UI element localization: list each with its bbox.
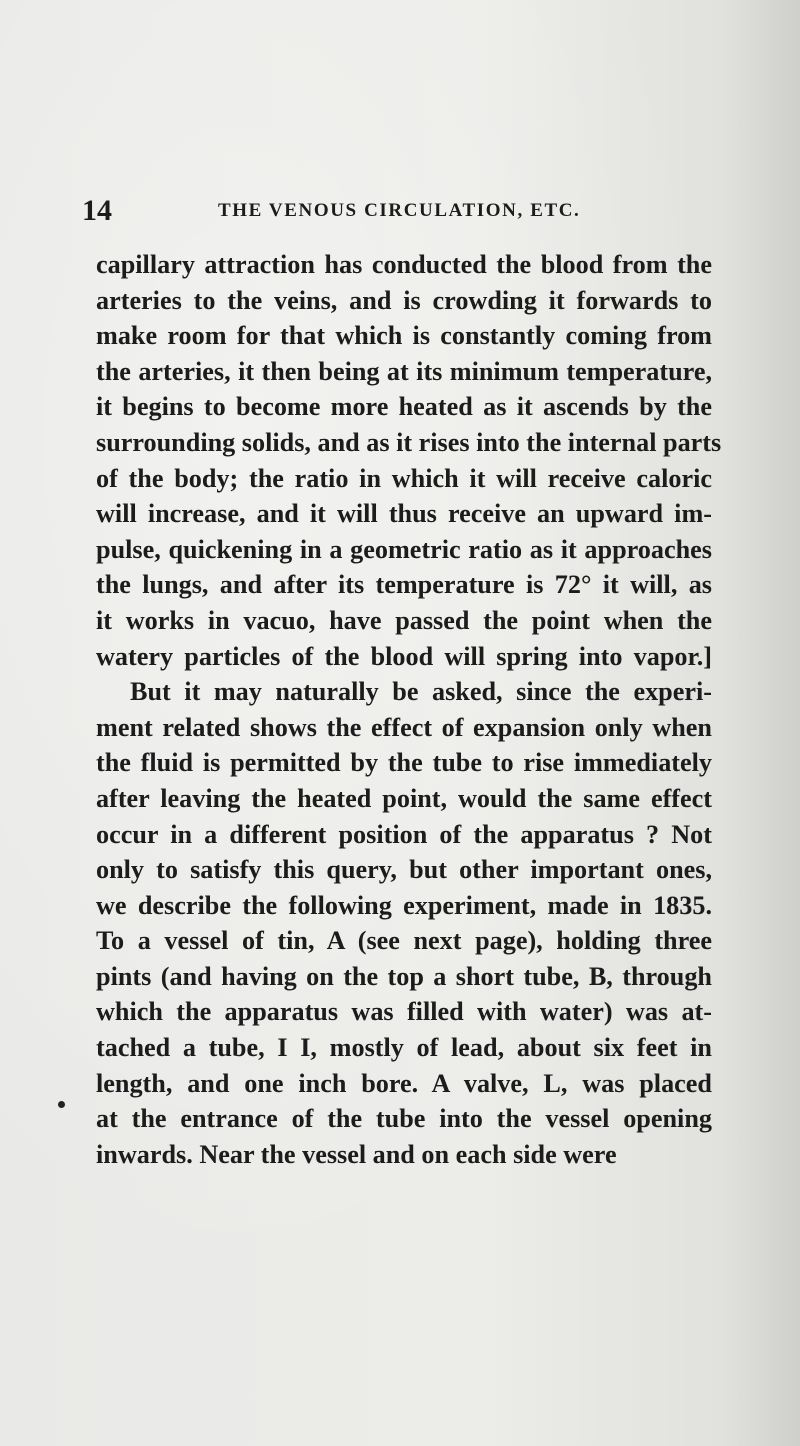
text-line: after leaving the heated point, would the same effect	[96, 783, 712, 813]
text-line: To a vessel of tin, A (see next page), holding three	[96, 926, 712, 956]
text-line: which the apparatus was filled with water) was at-	[96, 997, 712, 1027]
text-line: only to satisfy this query, but other important ones,	[96, 855, 712, 885]
text-line: watery particles of the blood will spring into vapor.]	[96, 641, 712, 671]
text-line: pints (and having on the top a short tube, B, through	[96, 961, 712, 991]
text-line: make room for that which is constantly coming from	[96, 321, 712, 351]
margin-mark	[58, 1101, 65, 1108]
text-line: ment related shows the effect of expansion only when	[96, 712, 712, 742]
text-line: we describe the following experiment, made in 1835.	[96, 890, 712, 920]
text-line: pulse, quickening in a geometric ratio as it approaches	[96, 534, 712, 564]
text-line: arteries to the veins, and is crowding it forwards to	[96, 285, 712, 315]
text-line: surrounding solids, and as it rises into the internal parts	[96, 427, 722, 457]
text-line: occur in a different position of the apparatus ? Not	[96, 819, 712, 849]
text-line: of the body; the ratio in which it will receive caloric	[96, 463, 712, 493]
text-line: it begins to become more heated as it ascends by the	[96, 392, 712, 422]
text-line: the fluid is permitted by the tube to rise immediately	[96, 748, 712, 778]
text-line: it works in vacuo, have passed the point when the	[96, 605, 712, 635]
text-line: capillary attraction has conducted the blood from the	[96, 250, 712, 279]
page-number: 14	[82, 194, 112, 227]
paragraph-start-line: But it may naturally be asked, since the experi-	[130, 677, 712, 707]
page-header	[82, 191, 622, 231]
text-line: inwards. Near the vessel and on each side were	[96, 1139, 617, 1169]
running-head: THE VENOUS CIRCULATION, ETC.	[218, 200, 581, 221]
text-line: tached a tube, I I, mostly of lead, about six feet in	[96, 1033, 712, 1063]
text-line: at the entrance of the tube into the vessel opening	[96, 1104, 712, 1134]
text-line: the arteries, it then being at its minimum temperature,	[96, 356, 712, 386]
text-line: will increase, and it will thus receive an upward im-	[96, 499, 712, 529]
text-line: the lungs, and after its temperature is 72° it will, as	[96, 570, 712, 600]
text-line: length, and one inch bore. A valve, L, was placed	[96, 1068, 712, 1098]
body-text	[96, 247, 722, 1172]
